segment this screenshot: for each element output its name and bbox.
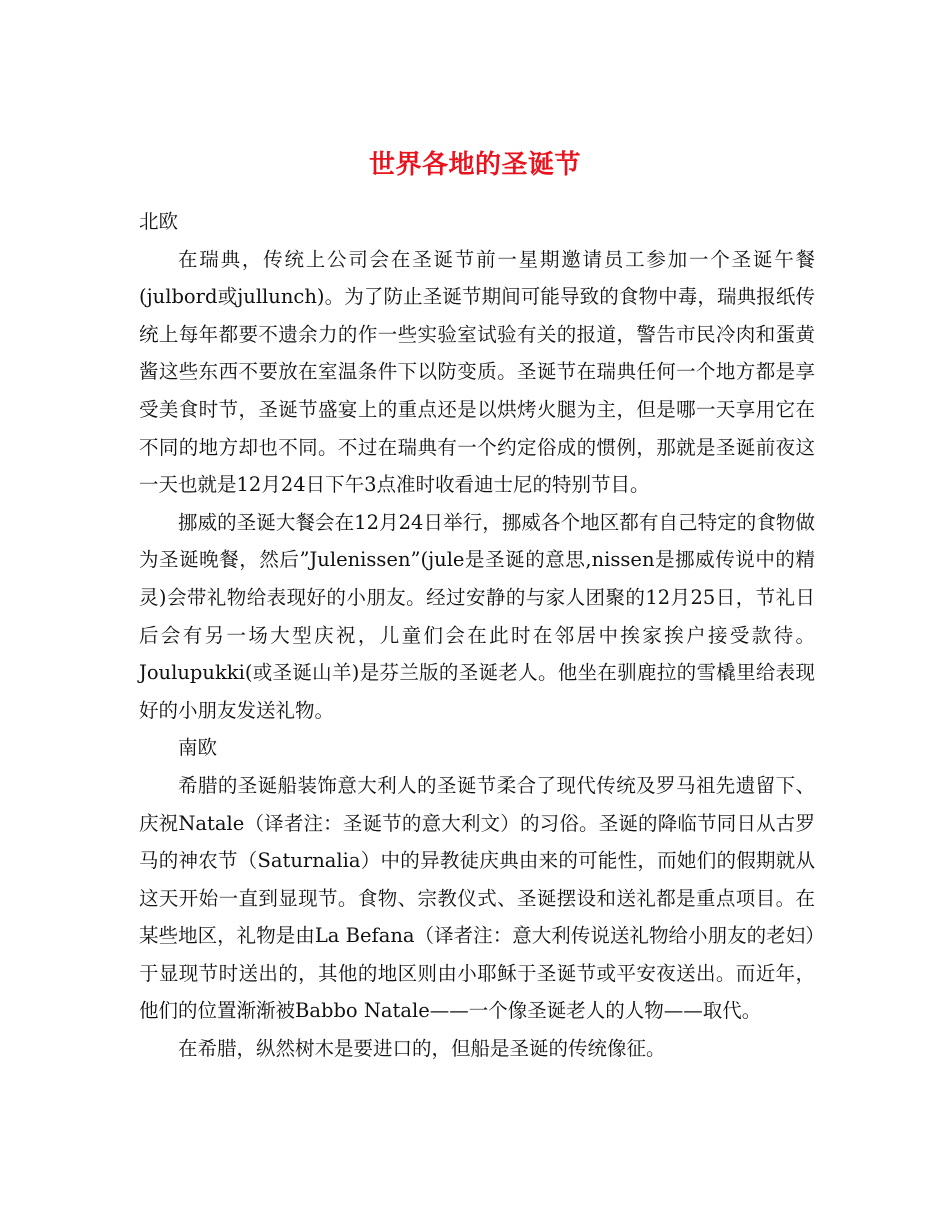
paragraph-norway: 挪威的圣诞大餐会在12月24日举行，挪威各个地区都有自己特定的食物做为圣诞晚餐，然后”Julenissen”(jule是圣诞的意思,nissen是挪威传说中的精灵)会带礼物给表现好的小朋友。经过安静的与家人团聚的12月25日，节礼日后会有另一场大型庆祝，儿童们会在此时在邻居中挨家挨户接受款待。Joulupukki(或圣诞山羊)是芬兰版的圣诞老人。他坐在驯鹿拉的雪橇里给表现好的小朋友发送礼物。 [139, 510, 815, 722]
paragraph-italy: 希腊的圣诞船装饰意大利人的圣诞节柔合了现代传统及罗马祖先遗留下、庆祝Natale（译者注：圣诞节的意大利文）的习俗。圣诞的降临节同日从古罗马的神农节（Saturnalia）中的异教徒庆典由来的可能性，而她们的假期就从这天开始一直到显现节。食物、宗教仪式、圣诞摆设和送礼都是重点项目。在某些地区，礼物是由La Befana（译者注：意大利传说送礼物给小朋友的老妇）于显现节时送出的，其他的地区则由小耶稣于圣诞节或平安夜送出。而近年，他们的位置渐渐被Babbo Natale——一个像圣诞老人的人物——取代。 [139, 773, 815, 1023]
document-title: 世界各地的圣诞节 [368, 150, 581, 181]
section-heading-north-europe: 北欧 [139, 210, 179, 233]
paragraph-sweden: 在瑞典，传统上公司会在圣诞节前一星期邀请员工参加一个圣诞午餐(julbord或jullunch)。为了防止圣诞节期间可能导致的食物中毒，瑞典报纸传统上每年都要不遗余力的作一些实验室试验有关的报道，警告市民冷肉和蛋黄酱这些东西不要放在室温条件下以防变质。圣诞节在瑞典任何一个地方都是享受美食时节，圣诞节盛宴上的重点还是以烘烤火腿为主，但是哪一天享用它在不同的地方却也不同。不过在瑞典有一个约定俗成的惯例，那就是圣诞前夜这一天也就是12月24日下午3点准时收看迪士尼的特别节目。 [139, 247, 815, 497]
paragraph-greece: 在希腊，纵然树木是要进口的，但船是圣诞的传统像征。 [178, 1037, 666, 1061]
section-heading-south-europe: 南欧 [178, 736, 218, 760]
document-body [139, 203, 815, 1068]
